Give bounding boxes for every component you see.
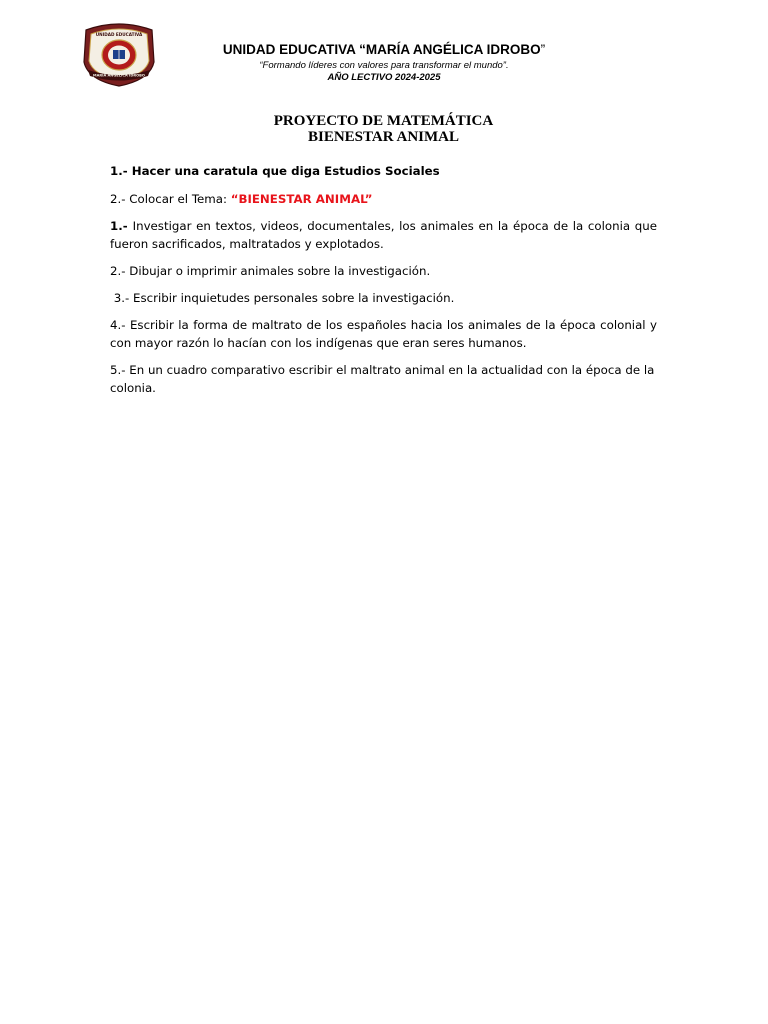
project-title-line-2: BIENESTAR ANIMAL bbox=[307, 129, 459, 145]
list-item: 4.- Escribir la forma de maltrato de los españoles hacia los animales de la época colonial y con mayor razón lo hacían con los indígenas que eran seres humanos. bbox=[110, 318, 658, 350]
list-item: 5.- En un cuadro comparativo escribir el maltrato animal en la actualidad con la época de la colonia. bbox=[110, 363, 655, 395]
project-title bbox=[110, 113, 657, 145]
topic-highlight: “BIENESTAR ANIMAL” bbox=[230, 192, 373, 206]
list-item: 1.- Investigar en textos, videos, documentales, los animales en la época de la colonia que fueron sacrificados, maltratados y explotados. bbox=[110, 219, 657, 251]
school-year: AÑO LECTIVO 2024-2025 bbox=[327, 72, 441, 83]
svg-text:MARÍA ANGÉLICA IDROBO: MARÍA ANGÉLICA IDROBO bbox=[93, 73, 145, 78]
project-title-line-1: PROYECTO DE MATEMÁTICA bbox=[273, 113, 494, 129]
school-logo bbox=[80, 22, 158, 88]
list-item: 1.- Hacer una caratula que diga Estudios Sociales bbox=[110, 164, 440, 178]
school-header bbox=[170, 42, 598, 84]
list-item: 3.- Escribir inquietudes personales sobre la investigación. bbox=[110, 291, 455, 305]
school-motto: “Formando líderes con valores para transformar el mundo”. bbox=[259, 60, 509, 71]
list-item: 2.- Dibujar o imprimir animales sobre la investigación. bbox=[110, 264, 431, 278]
school-crest-icon bbox=[80, 22, 158, 88]
school-name: UNIDAD EDUCATIVA “MARÍA ANGÉLICA IDROBO” bbox=[222, 42, 546, 57]
svg-text:UNIDAD EDUCATIVA: UNIDAD EDUCATIVA bbox=[95, 32, 143, 37]
list-item: 2.- Colocar el Tema: “BIENESTAR ANIMAL” bbox=[110, 192, 373, 206]
instructions-list bbox=[110, 162, 657, 397]
